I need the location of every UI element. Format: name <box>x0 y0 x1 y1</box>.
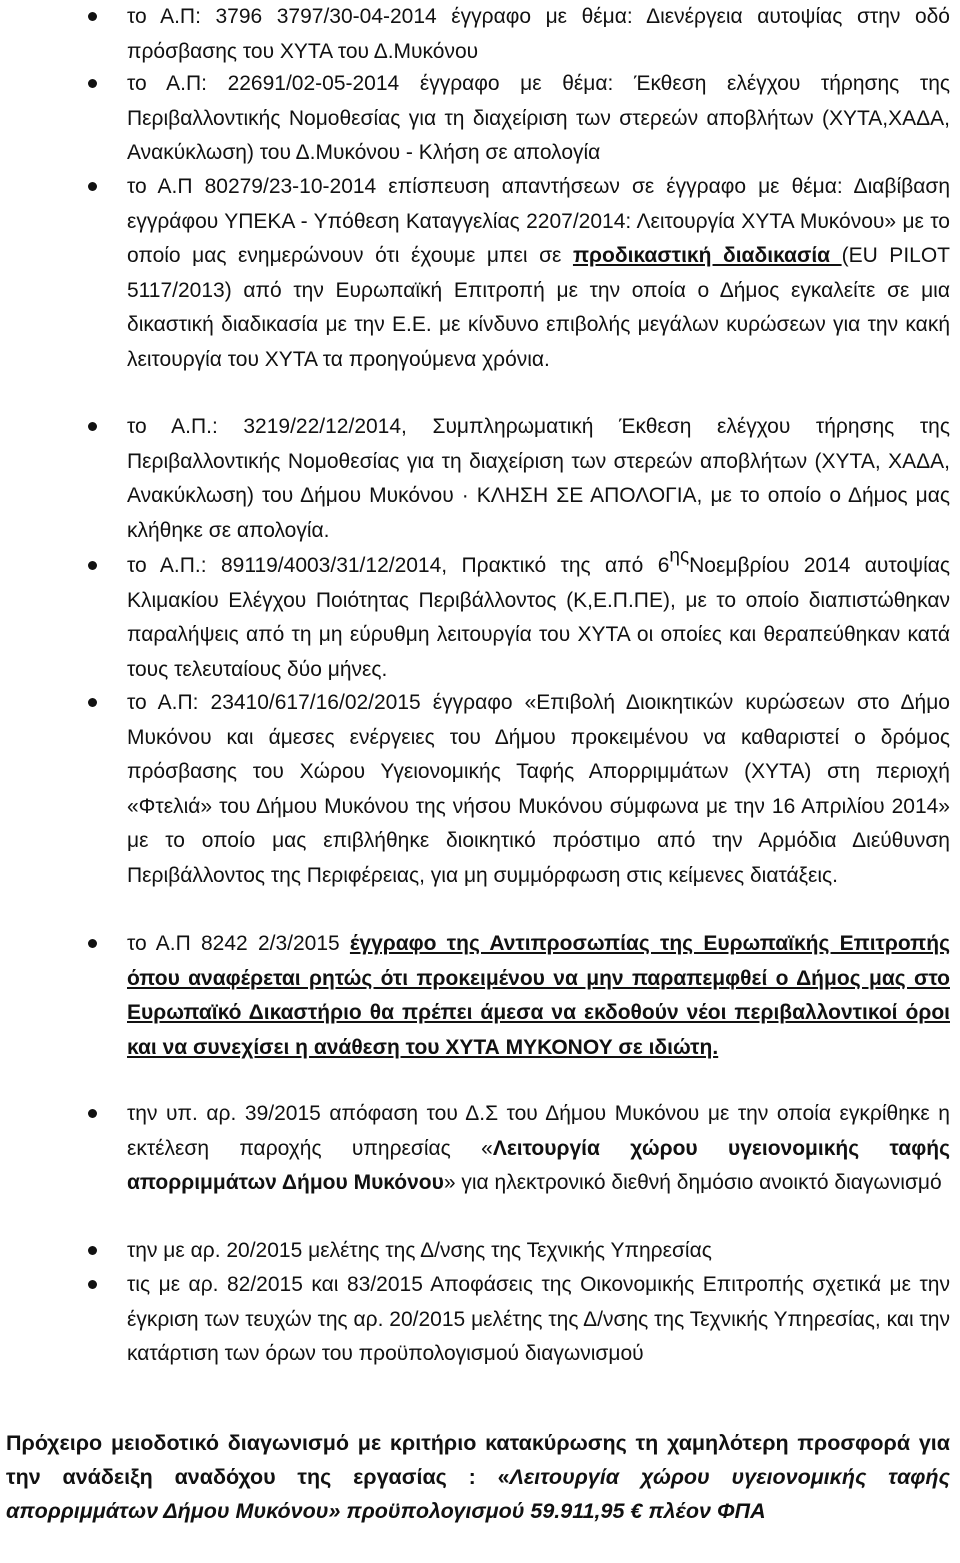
bullet-icon <box>88 561 97 570</box>
tender-title-italic: Λειτουργία χώρου υγειονομικής ταφής απορριμμάτων Δήμου Μυκόνου» προϋπολογισμού 59.911,95 € πλέον ΦΠΑ <box>6 1465 950 1523</box>
item-text: το Α.Π.: 3219/22/12/2014, Συμπληρωματική Έκθεση ελέγχου τήρησης της Περιβαλλοντικής Νομοθεσίας για τη διαχείριση των στερεών αποβλήτων (ΧΥΤΑ, ΧΑΔΑ, Ανακύκλωση) του Δήμου Μυκόνου · ΚΛΗΣΗ ΣΕ ΑΠΟΛΟΓΙΑ, με το οποίο ο Δήμος μας κλήθηκε σε απολογία. <box>127 415 950 542</box>
tender-title <box>6 1426 950 1528</box>
bullet-icon <box>88 182 97 191</box>
list-item <box>0 686 960 893</box>
item-emphasis: προδικαστική διαδικασία <box>572 244 842 267</box>
list-item <box>0 1097 960 1201</box>
item-text-cont: (EU PILOT 5117/2013) από την Ευρωπαϊκή Επιτροπή με την οποία ο Δήμος εγκαλείτε σε μια δικαστική διαδικασία με την Ε.Ε. με κίνδυνο επιβολής μεγάλων κυρώσεων για την κακή λειτουργία του ΧΥΤΑ τα προηγούμενα χρόνια. <box>127 244 950 371</box>
bullet-icon <box>88 939 97 948</box>
item-text-cont: » για ηλεκτρονικό διεθνή δημόσιο ανοικτό διαγωνισμό <box>443 1171 942 1194</box>
item-emphasis: Λειτουργία χώρου υγειονομικής ταφής απορριμμάτων Δήμου Μυκόνου <box>127 1136 950 1194</box>
list-item <box>0 1234 960 1269</box>
list-item <box>0 545 960 687</box>
list-item <box>0 0 960 69</box>
item-text: το Α.Π 8242 2/3/2015 <box>127 932 350 955</box>
item-text-cont: Νοεμβρίου 2014 αυτοψίας Κλιμακίου Ελέγχου Ποιότητας Περιβάλλοντος (Κ,Ε.Π.ΠΕ), με το οποίο διαπιστώθηκαν παραλήψεις από τη μη εύρυθμη λειτουργία του ΧΥΤΑ οι οποίες και θεραπεύθηκαν κατά τους τελευταίους δύο μήνες. <box>127 554 950 681</box>
item-text: το Α.Π: 23410/617/16/02/2015 έγγραφο «Επιβολή Διοικητικών κυρώσεων στο Δήμο Μυκόνου και άμεσες ενέργειες του Δήμου προκειμένου να καθαριστεί ο δρόμος πρόσβασης του Χώρου Υγειονομικής Ταφής Απορριμμάτων (ΧΥΤΑ) στη περιοχή «Φτελιά» του Δήμου Μυκόνου της νήσου Μυκόνου σύμφωνα με την 16 Απριλίου 2014» με το οποίο μας επιβλήθηκε διοικητικό πρόστιμο από την Αρμόδια Διεύθυνση Περιβάλλοντος της Περιφέρειας, για μη συμμόρφωση στις κείμενες διατάξεις. <box>127 691 950 887</box>
list-item <box>0 1268 960 1372</box>
tender-title-text: Πρόχειρο μειοδοτικό διαγωνισμό με κριτήριο κατακύρωσης τη χαμηλότερη προσφορά για την ανάδειξη αναδόχου της εργασίας : « <box>6 1431 950 1489</box>
bullet-icon <box>88 1109 97 1118</box>
item-emphasis: έγγραφο της Αντιπροσωπίας της Ευρωπαϊκής Επιτροπής όπου αναφέρεται ρητώς ότι προκειμένου να μην παραπεμφθεί ο Δήμος μας στο Ευρωπαϊκό Δικαστήριο θα πρέπει άμεσα να εκδοθούν νέοι περιβαλλοντικοί όροι και να συνεχίσει η ανάθεση του ΧΥΤΑ ΜΥΚΟΝΟΥ σε ιδιώτη. <box>127 932 950 1059</box>
item-text: το Α.Π: 3796 3797/30-04-2014 έγγραφο με θέμα: Διενέργεια αυτοψίας στην οδό πρόσβασης του ΧΥΤΑ του Δ.Μυκόνου <box>127 5 950 63</box>
list-item <box>0 170 960 377</box>
bullet-icon <box>88 1246 97 1255</box>
item-text: την υπ. αρ. 39/2015 απόφαση του Δ.Σ του Δήμου Μυκόνου με την οποία εγκρίθηκε η εκτέλεση παροχής υπηρεσίας « <box>127 1102 950 1160</box>
bullet-icon <box>88 79 97 88</box>
bullet-icon <box>88 12 97 21</box>
bullet-icon <box>88 1280 97 1289</box>
item-text: το Α.Π.: 89119/4003/31/12/2014, Πρακτικό της από 6 <box>127 554 670 577</box>
bullet-icon <box>88 698 97 707</box>
item-text: την με αρ. 20/2015 μελέτης της Δ/νσης της Τεχνικής Υπηρεσίας <box>127 1239 712 1262</box>
list-item <box>0 67 960 171</box>
item-text: το Α.Π: 22691/02-05-2014 έγγραφο με θέμα: Έκθεση ελέγχου τήρησης της Περιβαλλοντικής Νομοθεσίας για τη διαχείριση των στερεών αποβλήτων (ΧΥΤΑ,ΧΑΔΑ, Ανακύκλωση) του Δ.Μυκόνου - Κλήση σε απολογία <box>127 72 950 164</box>
list-item <box>0 410 960 548</box>
ordinal-suffix: ης <box>669 545 690 567</box>
bullet-icon <box>88 422 97 431</box>
item-text: το Α.Π 80279/23-10-2014 επίσπευση απαντήσεων σε έγγραφο με θέμα: Διαβίβαση εγγράφου ΥΠΕΚΑ - Υπόθεση Καταγγελίας 2207/2014: Λειτουργία ΧΥΤΑ Μυκόνου» με το οποίο μας ενημερώνουν ότι έχουμε μπει σε <box>127 175 950 267</box>
item-text: τις με αρ. 82/2015 και 83/2015 Αποφάσεις της Οικονομικής Επιτροπής σχετικά με την έγκριση των τευχών της αρ. 20/2015 μελέτης της Δ/νσης της Τεχνικής Υπηρεσίας, και την κατάρτιση των όρων του προϋπολογισμού διαγωνισμού <box>127 1273 950 1365</box>
list-item <box>0 927 960 1065</box>
